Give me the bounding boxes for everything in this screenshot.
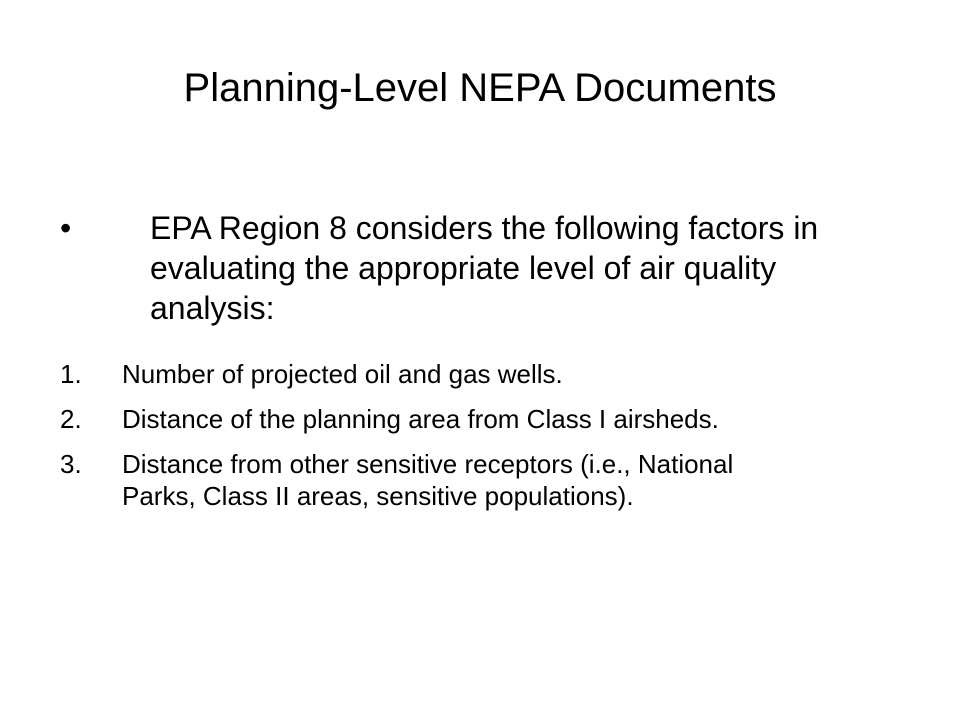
list-item: [60, 403, 880, 435]
list-item-text: Number of projected oil and gas wells.: [122, 359, 563, 389]
list-item-number: 1.: [60, 359, 82, 389]
list-item: [60, 448, 880, 512]
numbered-list: [60, 358, 880, 525]
list-item-text: Distance of the planning area from Class I airsheds.: [122, 404, 719, 434]
bullet-marker: •: [60, 210, 72, 246]
list-item: [60, 358, 880, 390]
slide-title: Planning-Level NEPA Documents: [183, 66, 777, 110]
list-item-text: Distance from other sensitive receptors (i.e., National Parks, Class II areas, sensitive populations).: [122, 449, 734, 511]
bullet-text: EPA Region 8 considers the following factors in evaluating the appropriate level of air quality analysis:: [150, 210, 819, 326]
list-item-number: 3.: [60, 449, 82, 479]
list-item-number: 2.: [60, 404, 82, 434]
